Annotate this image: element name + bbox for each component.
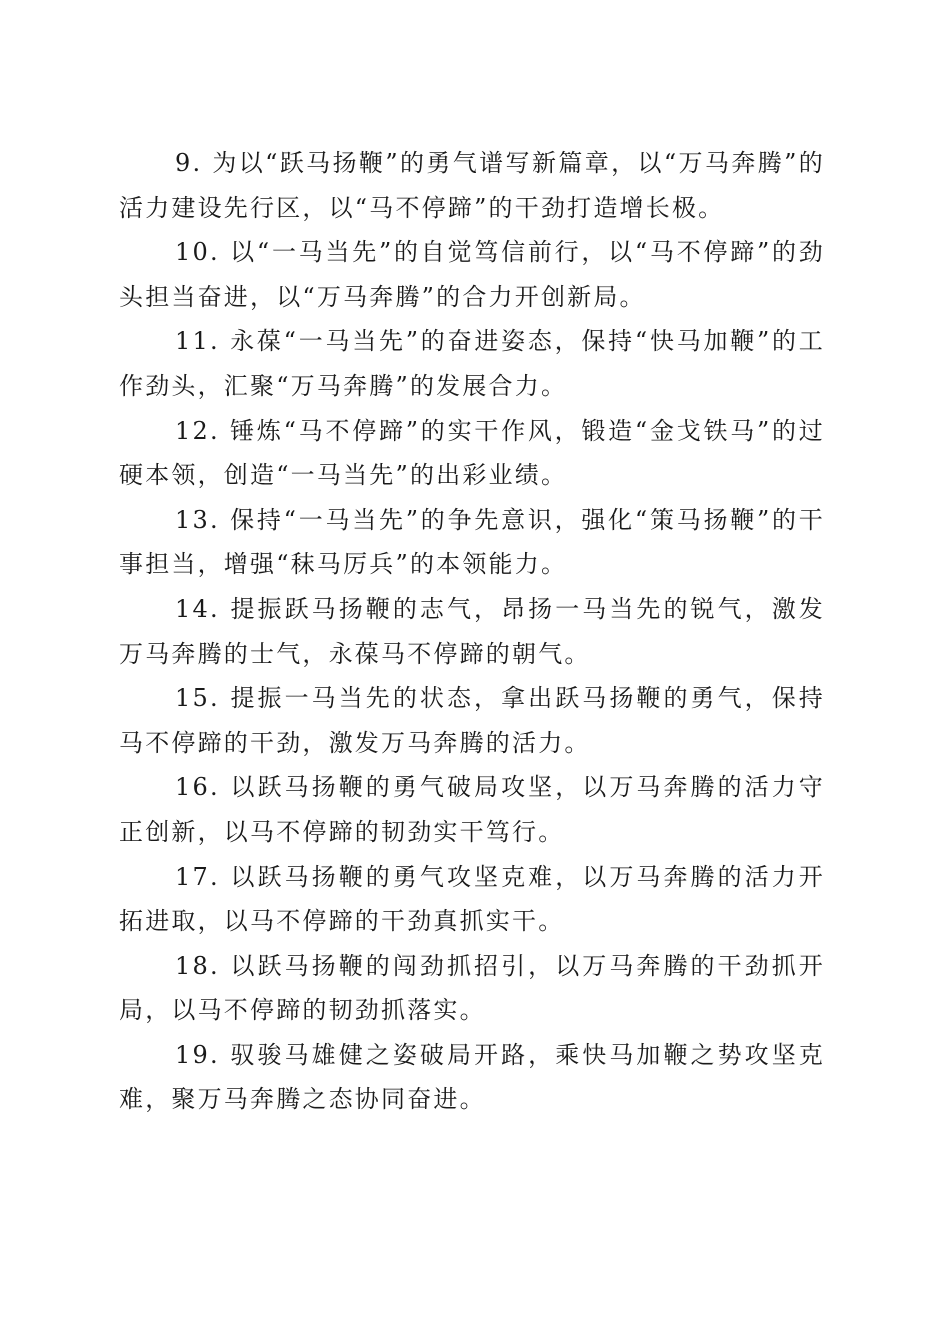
document-body — [119, 141, 825, 1122]
paragraph-item-18: 18. 以跃马扬鞭的闯劲抓招引，以万马奔腾的干劲抓开局，以马不停蹄的韧劲抓落实。 — [119, 951, 825, 1025]
paragraph-item-9: 9. 为以“跃马扬鞭”的勇气谱写新篇章，以“万马奔腾”的活力建设先行区，以“马不停蹄”的干劲打造增长极。 — [119, 149, 825, 222]
paragraph-item-11: 11. 永葆“一马当先”的奋进姿态，保持“快马加鞭”的工作劲头，汇聚“万马奔腾”的发展合力。 — [119, 327, 825, 400]
paragraph-item-16: 16. 以跃马扬鞭的勇气破局攻坚，以万马奔腾的活力守正创新，以马不停蹄的韧劲实干笃行。 — [119, 773, 825, 846]
paragraph-item-17: 17. 以跃马扬鞭的勇气攻坚克难，以万马奔腾的活力开拓进取，以马不停蹄的干劲真抓实干。 — [119, 862, 825, 936]
paragraph-item-12: 12. 锤炼“马不停蹄”的实干作风，锻造“金戈铁马”的过硬本领，创造“一马当先”的出彩业绩。 — [119, 416, 825, 490]
paragraph-item-15: 15. 提振一马当先的状态，拿出跃马扬鞭的勇气，保持马不停蹄的干劲，激发万马奔腾的活力。 — [119, 684, 825, 757]
paragraph-item-10: 10. 以“一马当先”的自觉笃信前行，以“马不停蹄”的劲头担当奋进，以“万马奔腾”的合力开创新局。 — [119, 238, 825, 311]
paragraph-item-13: 13. 保持“一马当先”的争先意识，强化“策马扬鞭”的干事担当，增强“秣马厉兵”的本领能力。 — [119, 505, 825, 579]
paragraph-item-14: 14. 提振跃马扬鞭的志气，昂扬一马当先的锐气，激发万马奔腾的士气，永葆马不停蹄的朝气。 — [119, 594, 825, 668]
paragraph-item-19: 19. 驭骏马雄健之姿破局开路，乘快马加鞭之势攻坚克难，聚万马奔腾之态协同奋进。 — [119, 1040, 825, 1114]
